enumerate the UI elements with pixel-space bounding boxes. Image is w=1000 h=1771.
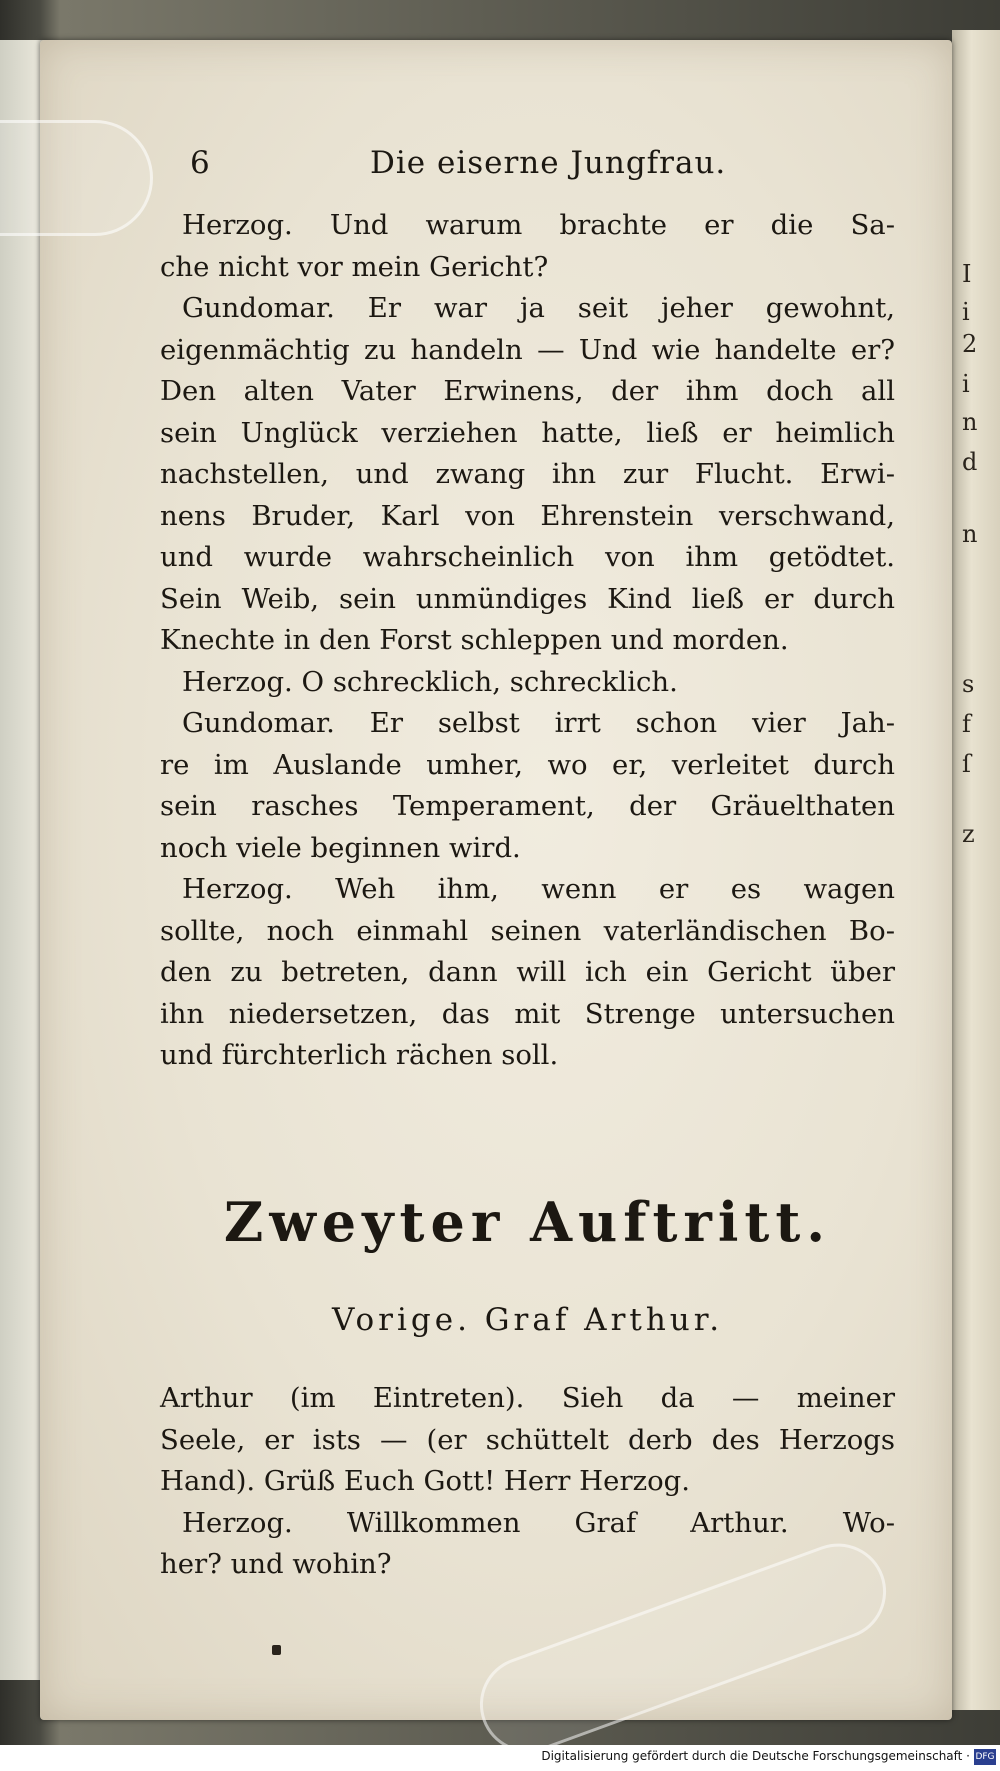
text-line: Seele, er ists — (er schüttelt derb des Herzogs — [160, 1423, 895, 1456]
text-line: und fürchterlich rächen soll. — [160, 1039, 559, 1071]
ink-spot — [272, 1645, 281, 1655]
facing-page-fragment: ſ — [962, 750, 971, 778]
facing-page-fragment: i — [962, 370, 970, 398]
text-line: eigenmächtig zu handeln — Und wie handelte er? — [160, 333, 895, 366]
text-line: Knechte in den Forst schleppen und morden. — [160, 624, 789, 656]
digitization-credit: Digitalisierung gefördert durch die Deutsche Forschungsgemeinschaft · — [541, 1749, 970, 1763]
facing-page-fragment: s — [962, 670, 975, 698]
dialogue-block-1 — [160, 205, 895, 1077]
text-line: Herzog. O schrecklich, schrecklich. — [182, 665, 678, 698]
facing-page-edge — [952, 30, 1000, 1710]
dfg-logo: DFG — [974, 1749, 996, 1765]
text-line: Gundomar. Er war ja seit jeher gewohnt, — [182, 292, 895, 324]
text-line: Herzog. Und warum brachte er die Sa- — [182, 209, 895, 241]
running-title: Die eiserne Jungfrau. — [370, 145, 727, 181]
facing-page-fragment: z — [962, 820, 975, 848]
text-line: sein Unglück verziehen hatte, ließ er heimlich — [160, 416, 895, 449]
text-line: den zu betreten, dann will ich ein Gericht über — [160, 956, 895, 988]
text-line: Den alten Vater Erwinens, der ihm doch all — [160, 375, 895, 407]
text-line: sein rasches Temperament, der Gräuelthaten — [160, 790, 895, 822]
text-line: Herzog. Weh ihm, wenn er es wagen — [182, 873, 895, 905]
glass-clip-top — [0, 120, 153, 236]
dialogue-block-2 — [160, 1378, 895, 1586]
text-line: Herzog. Willkommen Graf Arthur. Wo- — [182, 1506, 895, 1539]
text-line: Hand). Grüß Euch Gott! Herr Herzog. — [160, 1465, 690, 1497]
page-text — [40, 40, 952, 1720]
facing-page-fragment: n — [962, 408, 978, 436]
facing-page-fragment: 2 — [962, 330, 978, 358]
book-page — [40, 40, 952, 1720]
facing-page-fragment: i — [962, 298, 970, 326]
text-line: her? und wohin? — [160, 1548, 392, 1580]
text-line: nachstellen, und zwang ihn zur Flucht. Erwi- — [160, 458, 895, 490]
text-line: nens Bruder, Karl von Ehrenstein verschwand, — [160, 499, 895, 532]
text-line: sollte, noch einmahl seinen vaterländischen Bo- — [160, 914, 895, 947]
text-line: und wurde wahrscheinlich von ihm getödtet. — [160, 541, 895, 573]
facing-page-fragment: I — [962, 260, 972, 288]
scene-heading: Zweyter Auftritt. — [223, 1190, 832, 1254]
facing-page-fragment: d — [962, 448, 978, 476]
footer-bar — [0, 1745, 1000, 1771]
scene-characters: Vorige. Graf Arthur. — [331, 1302, 724, 1338]
text-line: Arthur (im Eintreten). Sieh da — meiner — [160, 1382, 895, 1414]
text-line: Gundomar. Er selbst irrt schon vier Jah- — [182, 707, 895, 739]
page-number: 6 — [190, 145, 210, 181]
text-line: noch viele beginnen wird. — [160, 831, 521, 864]
facing-page-fragment: f — [962, 710, 971, 738]
text-line: che nicht vor mein Gericht? — [160, 250, 549, 283]
text-line: re im Auslande umher, wo er, verleitet durch — [160, 748, 895, 781]
facing-page-fragment: n — [962, 520, 978, 548]
text-line: ihn niedersetzen, das mit Strenge untersuchen — [160, 997, 895, 1030]
text-line: Sein Weib, sein unmündiges Kind ließ er durch — [160, 582, 895, 615]
